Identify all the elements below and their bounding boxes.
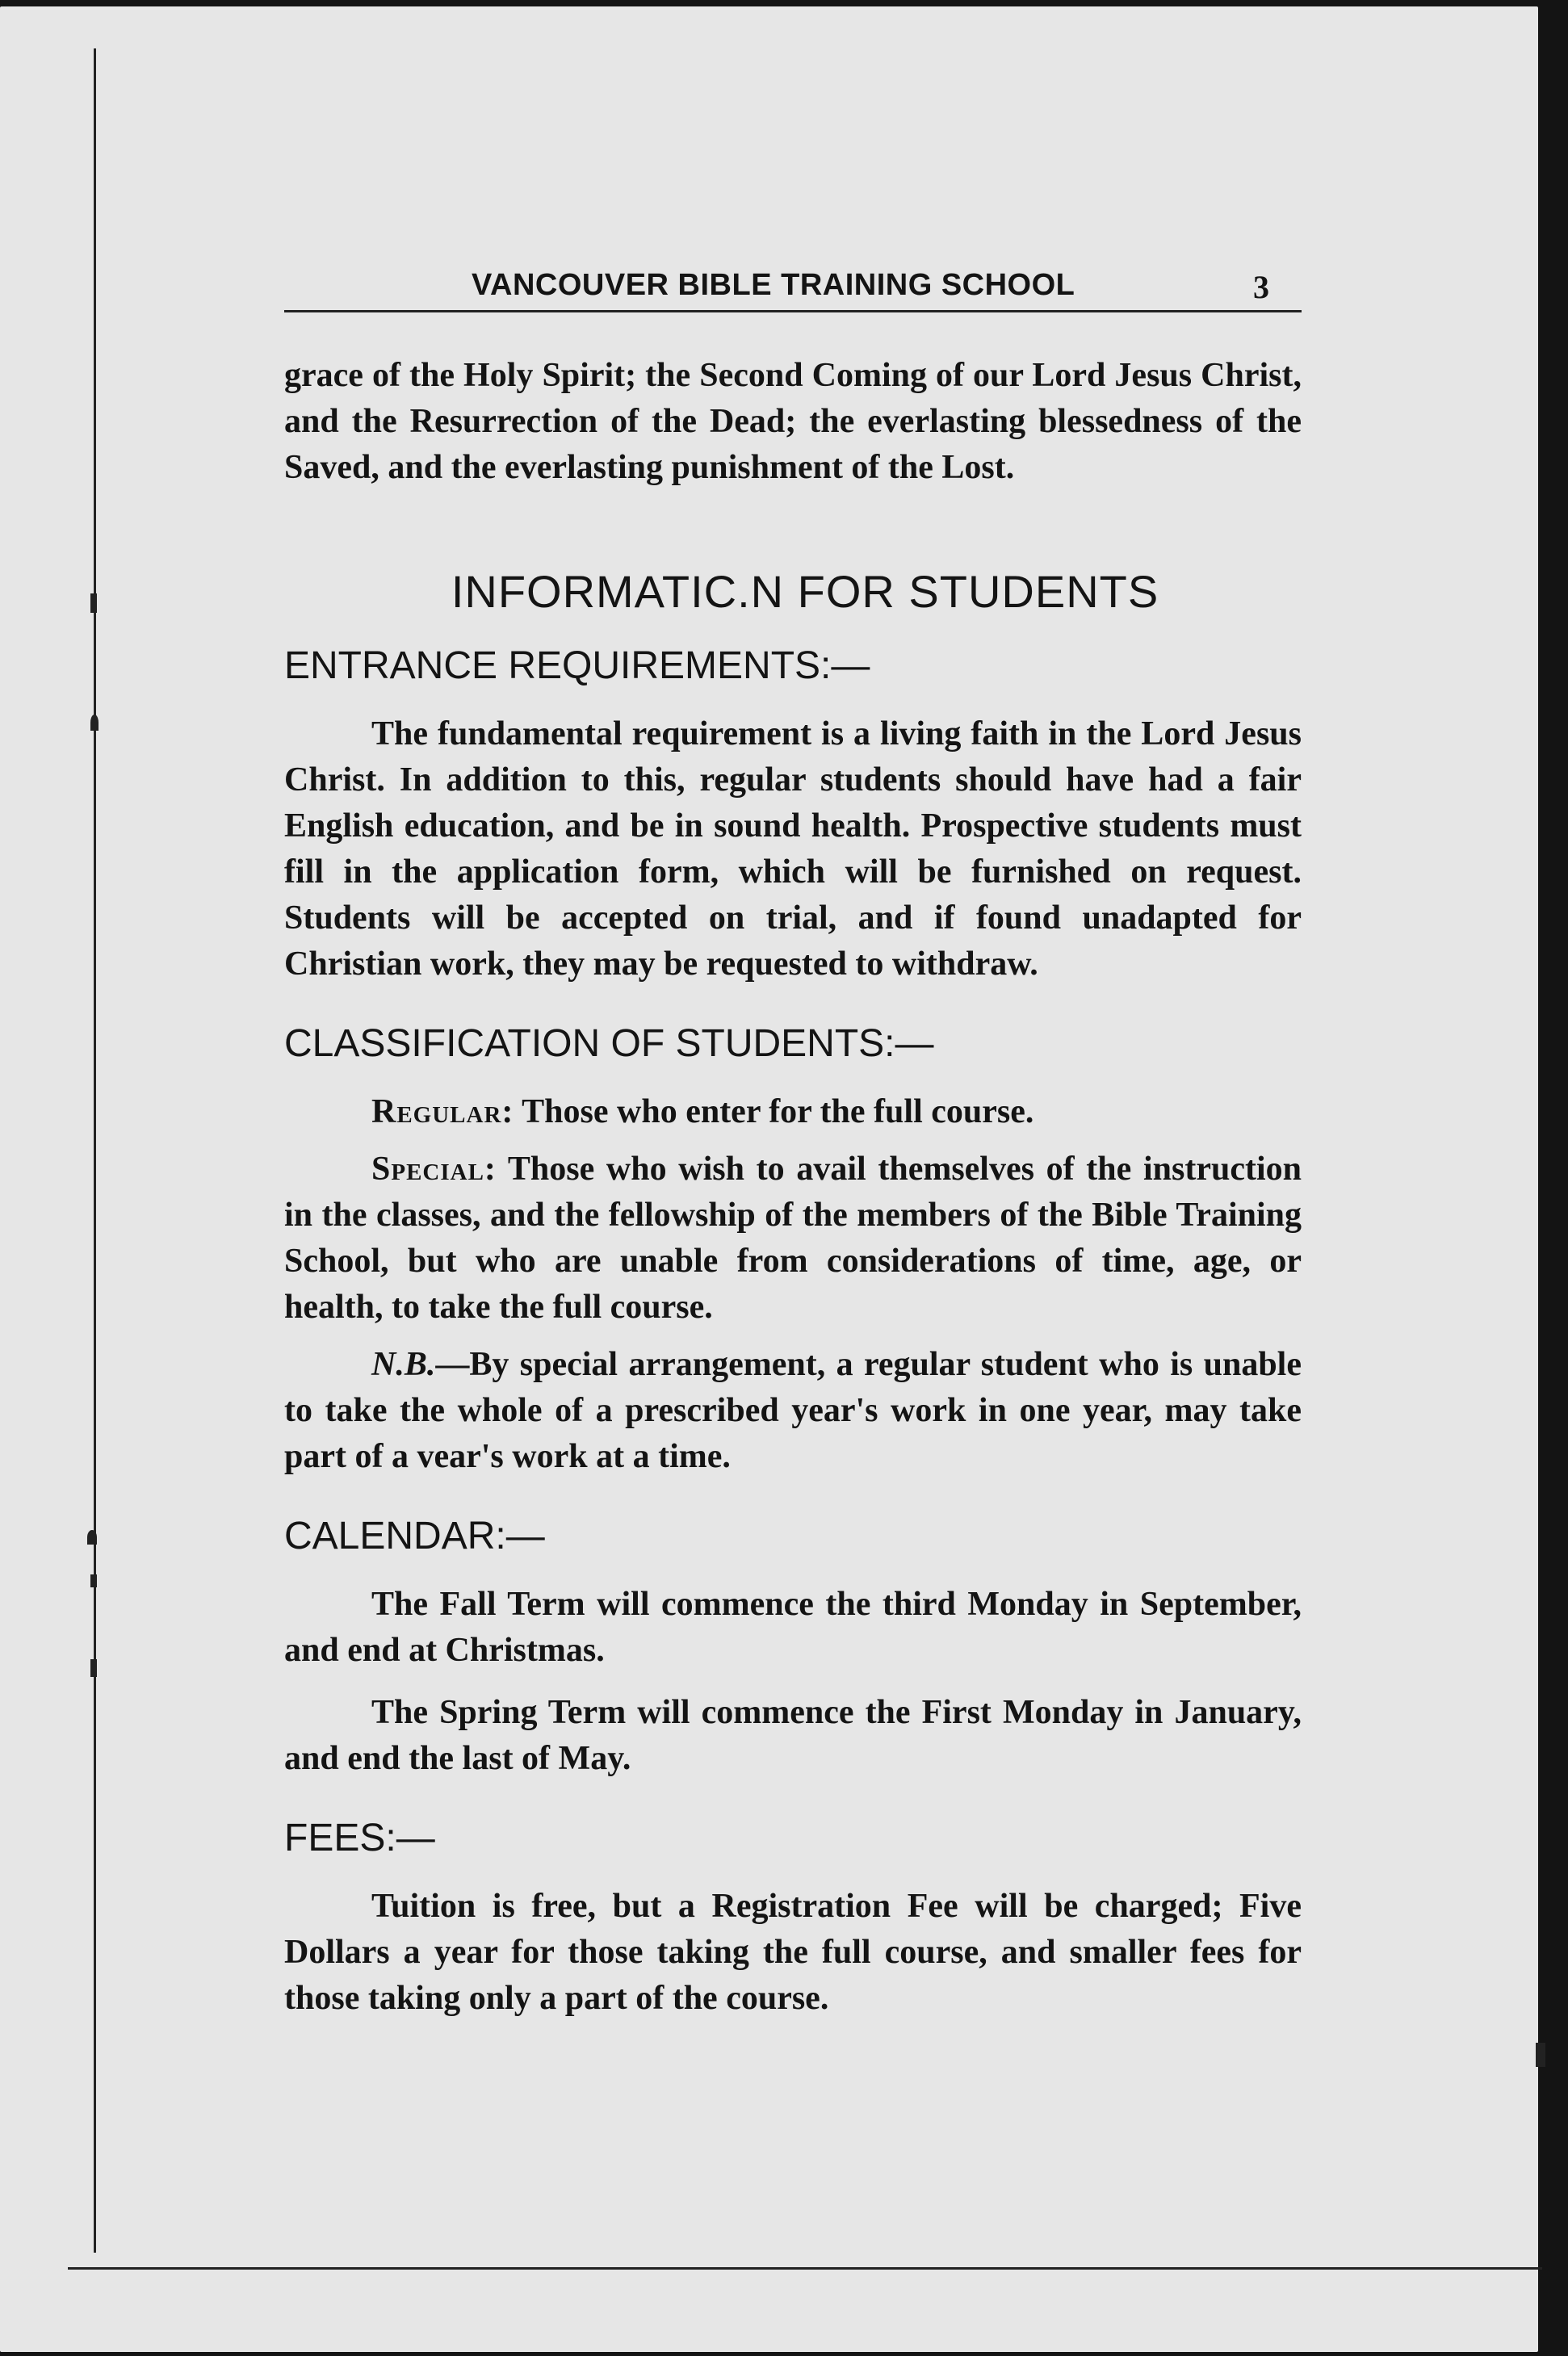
margin-mark bbox=[90, 715, 99, 731]
running-header bbox=[284, 258, 1302, 312]
nb-paragraph bbox=[284, 1342, 1302, 1480]
page-number: 3 bbox=[1253, 269, 1269, 305]
intro-paragraph: grace of the Holy Spirit; the Second Coming of our Lord Jesus Christ, and the Resurrection of the Dead; the everlasting blessedness of the Saved, and the everlasting punishment of the Lost. bbox=[284, 357, 1302, 486]
page-content bbox=[284, 258, 1302, 2022]
regular-text: Those who enter for the full course. bbox=[522, 1093, 1034, 1130]
entrance-paragraph: The fundamental requirement is a living faith in the Lord Jesus Christ. In addition to this, regular students should have had a fair English education, and be in sound health. Prospective students must fill in the application form, which will be furnished on request. Students will be accepted on trial, and if found unadapted for Christian work, they may be requested to withdraw. bbox=[284, 715, 1302, 983]
margin-mark bbox=[87, 1530, 97, 1545]
margin-mark bbox=[90, 1574, 97, 1587]
bottom-margin-rule bbox=[68, 2267, 1542, 2270]
main-title: INFORMATIC.N FOR STUDENTS bbox=[451, 566, 1159, 617]
nb-text: —By special arrangement, a regular student who is unable to take the whole of a prescribed year's work in one year, may take part of a vear's work at a time. bbox=[284, 1346, 1302, 1475]
special-text: Those who wish to avail themselves of the instruction in the classes, and the fellowship of the members of the Bible Training School, but who are unable from considerations of time, age, or health, to take the full course. bbox=[284, 1151, 1302, 1326]
margin-mark bbox=[1536, 2043, 1545, 2067]
special-paragraph bbox=[284, 1147, 1302, 1331]
entrance-heading: ENTRANCE REQUIREMENTS:— bbox=[284, 644, 870, 687]
regular-label: Regular: bbox=[371, 1093, 514, 1130]
fees-paragraph: Tuition is free, but a Registration Fee will be charged; Five Dollars a year for those taking the full course, and smaller fees for those taking only a part of the course. bbox=[284, 1888, 1302, 2017]
regular-paragraph bbox=[284, 1089, 1302, 1135]
classification-heading: CLASSIFICATION OF STUDENTS:— bbox=[284, 1022, 934, 1065]
fall-term-paragraph: The Fall Term will commence the third Monday in September, and end at Christmas. bbox=[284, 1586, 1302, 1669]
spring-term-paragraph: The Spring Term will commence the First Monday in January, and end the last of May. bbox=[284, 1694, 1302, 1777]
special-label: Special: bbox=[371, 1151, 497, 1188]
nb-label: N.B. bbox=[371, 1346, 436, 1383]
running-header-title: VANCOUVER BIBLE TRAINING SCHOOL bbox=[472, 268, 1075, 302]
margin-mark bbox=[90, 1659, 97, 1677]
left-margin-rule bbox=[94, 48, 96, 2253]
margin-mark bbox=[90, 593, 97, 613]
fees-heading: FEES:— bbox=[284, 1817, 435, 1859]
calendar-heading: CALENDAR:— bbox=[284, 1515, 545, 1557]
